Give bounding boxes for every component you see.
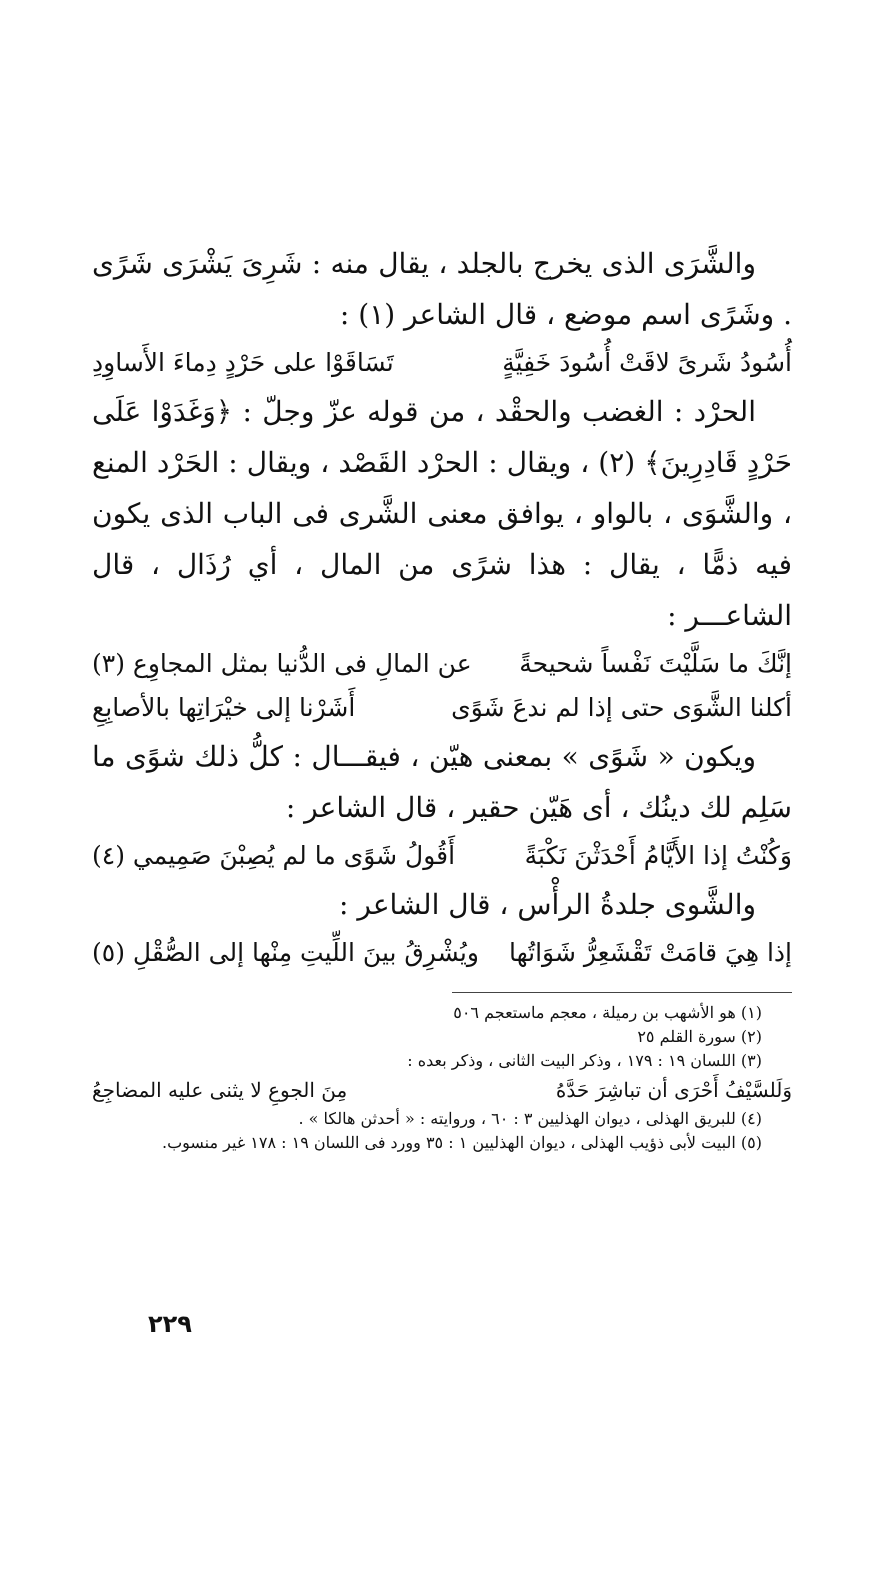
verse-1-second-hemistich: تَسَاقَوْا على حَرْدٍ دِماءَ الأَساوِدِ	[92, 348, 394, 377]
footnote-5: (٥) البيت لأبى ذؤيب الهذلى ، ديوان الهذليين ١ : ٣٥ وورد فى اللسان ١٩ : ١٧٨ غير منسوب.	[161, 1133, 762, 1152]
footnote-3-verse-first-hemistich: وَلَلسَّيْفُ أَحْرَى أن تباشِرَ حَدَّهُ	[555, 1078, 792, 1102]
verse-5-first-hemistich: إذا هِيَ قامَتْ تَقْشَعِرُّ شَوَاتُها	[508, 938, 792, 967]
verse-4-second-hemistich: أَقُولُ شَوًى ما لم يُصِبْنَ صَمِيمي (٤)	[92, 841, 456, 870]
footnote-separator	[452, 992, 792, 993]
paragraph-sharā: والشَّرَى الذى يخرج بالجلد ، يقال منه : شَرِىَ يَشْرَى شَرًى . وشَرًى اسم موضع ، قال الشاعر (١) :	[92, 247, 792, 331]
footnote-3-verse-second-hemistich: مِنَ الجوعِ لا يثنى عليه المضاجِعُ	[92, 1078, 348, 1102]
footnotes	[92, 1001, 792, 1155]
footnote-1: (١) هو الأشهب بن رميلة ، معجم ماستعجم ٥٠٦	[453, 1003, 762, 1022]
verse-line-2	[92, 643, 792, 685]
verse-2-first-hemistich: إنَّكَ ما سَلَّيْتَ نَفْساً شحيحةً	[519, 649, 792, 678]
verse-3-second-hemistich: أَشَرْنا إلى خيْرَاتِها بالأصابِعِ	[92, 693, 356, 722]
footnote-3: (٣) اللسان ١٩ : ١٧٩ ، وذكر البيت الثانى ، وذكر بعده :	[407, 1051, 762, 1070]
footnote-4: (٤) للبريق الهذلى ، ديوان الهذليين ٣ : ٦٠ ، وروايته : « أحدثن هالكا » .	[298, 1109, 762, 1128]
book-page	[92, 238, 792, 1155]
verse-2-second-hemistich: عن المالِ فى الدُّنيا بمثل المجاوِع (٣)	[92, 649, 472, 678]
verse-4-first-hemistich: وَكُنْتُ إذا الأَيَّامُ أَحْدَثْنَ نَكْبَةً	[524, 841, 792, 870]
footnote-3-verse	[92, 1075, 792, 1105]
paragraph-shawa-scalp: والشَّوى جلدةُ الرأْس ، قال الشاعر :	[339, 888, 756, 921]
verse-1-first-hemistich: أُسُودُ شَرىً لاقَتْ أُسُودَ خَفِيَّةٍ	[502, 348, 792, 377]
verse-line-4	[92, 835, 792, 877]
paragraph-shawa-hayyin: ويكون « شَوًى » بمعنى هيّن ، فيقـــال : كلُّ ذلك شوًى ما سَلِم لك دينُك ، أى هَيّن حقير ، قال الشاعر :	[92, 740, 792, 824]
footnote-separator-wrap	[92, 992, 792, 993]
paragraph-hard: الحرْد : الغضب والحقْد ، من قوله عزّ وجلّ : ﴿وَغَدَوْا عَلَى حَرْدٍ قَادِرِينَ﴾ (٢) ، ويقال : الحرْد القَصْد ، ويقال : الحَرْد المنع ، والشَّوَى ، بالواو ، يوافق معنى الشَّرى فى الباب الذى يكون فيه ذمًّا ، يقال : هذا شرًى من المال ، أي رُذَال ، قال الشاعـــر :	[92, 395, 793, 632]
verse-5-second-hemistich: ويُشْرِقُ بينَ اللِّيتِ مِنْها إلى الصُّقْلِ (٥)	[92, 938, 479, 967]
verse-line-5	[92, 932, 792, 974]
footnote-2: (٢) سورة القلم ٢٥	[637, 1027, 762, 1046]
page-number: ٢٢٩	[148, 1310, 192, 1338]
verse-line-3	[92, 687, 792, 729]
verse-3-first-hemistich: أكلنا الشَّوَى حتى إذا لم ندعَ شَوًى	[451, 693, 792, 722]
verse-line-1	[92, 342, 792, 384]
